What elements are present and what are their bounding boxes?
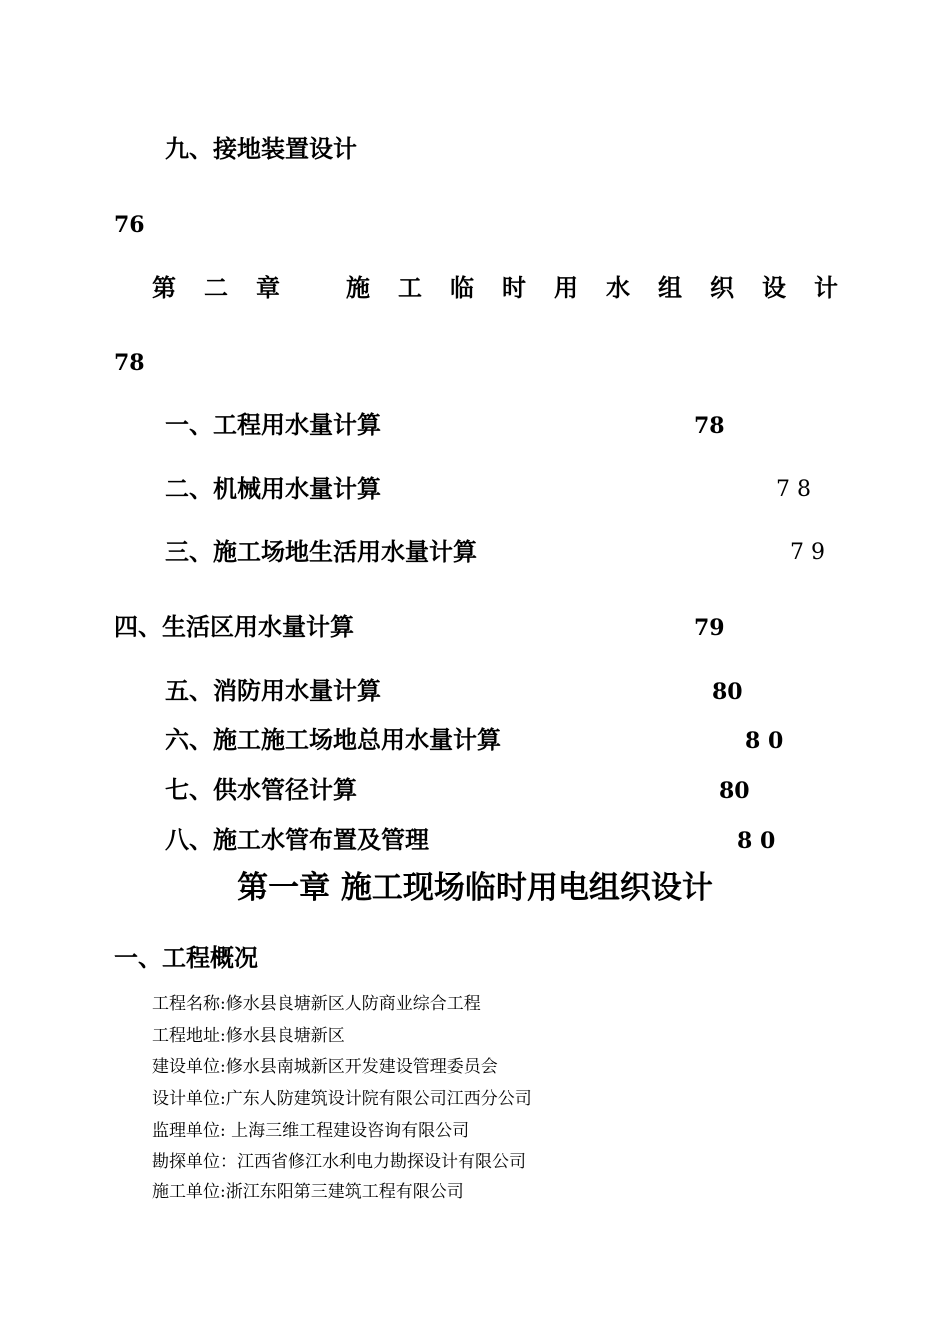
toc-entry-label: 四、生活区用水量计算 — [114, 612, 354, 641]
toc-page-78: 78 — [114, 350, 145, 376]
toc-chapter-2-char: 时 — [502, 273, 526, 302]
toc-entry-page: 7 9 — [790, 540, 825, 565]
toc-chapter-2 — [152, 273, 838, 302]
toc-chapter-2-char: 设 — [762, 273, 786, 302]
chapter-title: 第一章 施工现场临时用电组织设计 — [237, 870, 713, 906]
toc-entry-page: 8 0 — [737, 828, 776, 854]
project-info-line: 工程名称:修水县良塘新区人防商业综合工程 — [152, 994, 481, 1014]
toc-entry-page: 8 0 — [745, 728, 784, 754]
toc-chapter-2-char: 临 — [450, 273, 474, 302]
toc-entry-page: 80 — [712, 679, 743, 705]
toc-chapter-2-char: 章 — [256, 273, 280, 302]
toc-entry-label: 八、施工水管布置及管理 — [165, 825, 429, 854]
toc-chapter-2-char: 组 — [658, 273, 682, 302]
toc-chapter-2-char: 第 — [152, 273, 176, 302]
toc-entry-label: 三、施工场地生活用水量计算 — [165, 537, 477, 566]
toc-entry-page: 79 — [694, 615, 725, 641]
project-info-line: 勘探单位：江西省修江水利电力勘探设计有限公司 — [152, 1152, 526, 1172]
toc-entry-page: 80 — [719, 778, 750, 804]
toc-item-9: 九、接地装置设计 — [165, 134, 357, 163]
toc-chapter-2-char: 工 — [398, 273, 422, 302]
toc-entry-label: 一、工程用水量计算 — [165, 410, 381, 439]
toc-entry-label: 七、供水管径计算 — [165, 775, 357, 804]
toc-entry-page: 7 8 — [776, 477, 811, 502]
project-info-line: 设计单位:广东人防建筑设计院有限公司江西分公司 — [152, 1089, 532, 1109]
project-info-line: 建设单位:修水县南城新区开发建设管理委员会 — [152, 1057, 498, 1077]
section-title: 一、工程概况 — [114, 943, 258, 972]
toc-entry-page: 78 — [694, 413, 725, 439]
toc-page-76: 76 — [114, 212, 145, 238]
toc-entry-label: 六、施工施工场地总用水量计算 — [165, 725, 501, 754]
toc-chapter-2-char: 二 — [204, 273, 228, 302]
toc-chapter-2-char: 织 — [710, 273, 734, 302]
project-info-line: 工程地址:修水县良塘新区 — [152, 1026, 345, 1046]
project-info-line: 施工单位:浙江东阳第三建筑工程有限公司 — [152, 1182, 464, 1202]
toc-chapter-2-char: 施 — [346, 273, 370, 302]
project-info-line: 监理单位: 上海三维工程建设咨询有限公司 — [152, 1121, 470, 1141]
toc-entry-label: 二、机械用水量计算 — [165, 474, 381, 503]
toc-chapter-2-char: 水 — [606, 273, 630, 302]
toc-chapter-2-char: 用 — [554, 273, 578, 302]
toc-entry-label: 五、消防用水量计算 — [165, 676, 381, 705]
toc-chapter-2-char: 计 — [814, 273, 838, 302]
